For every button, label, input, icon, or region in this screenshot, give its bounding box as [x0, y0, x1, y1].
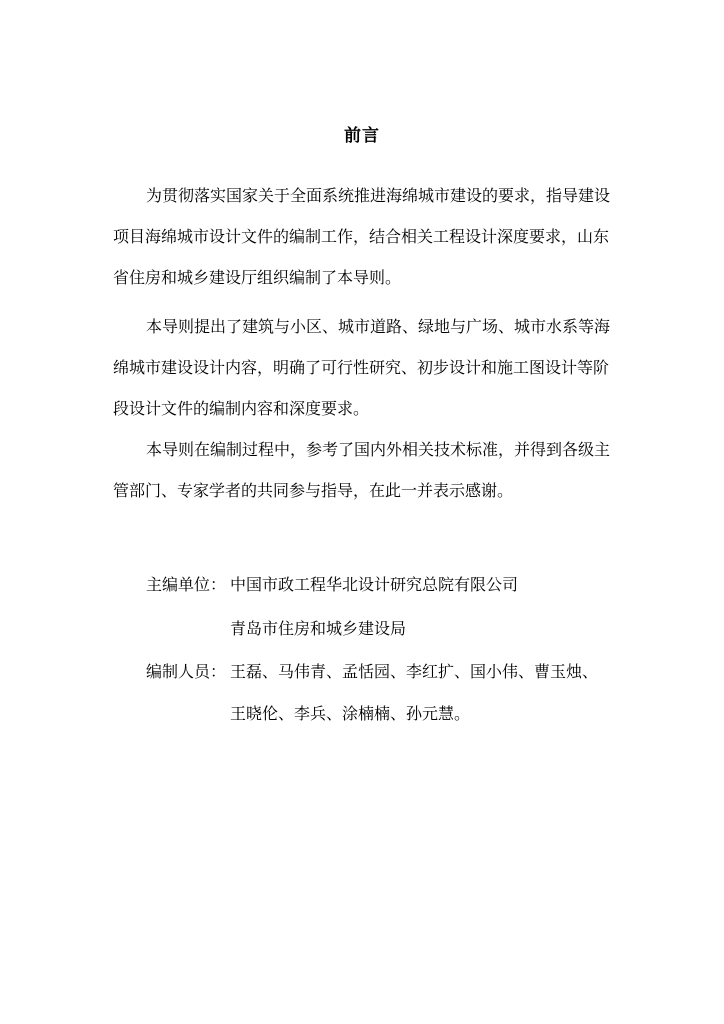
editor-unit-row-2: [146, 618, 406, 640]
paragraph-1: [113, 175, 613, 298]
page-title: 前言: [344, 126, 380, 146]
staff-row-1: [146, 661, 598, 683]
editor-unit-1: 中国市政工程华北设计研究总院有限公司: [230, 575, 519, 594]
editor-unit-row-1: [146, 574, 518, 596]
staff-label: 编制人员：: [146, 662, 227, 681]
paragraph-2-text: 本导则提出了建筑与小区、城市道路、绿地与广场、城市水系等海绵城市建设设计内容，明确了可行性研究、初步设计和施工图设计等阶段设计文件的编制内容和深度要求。: [113, 317, 611, 418]
paragraph-3: [113, 429, 613, 511]
paragraph-1-text: 为贯彻落实国家关于全面系统推进海绵城市建设的要求，指导建设项目海绵城市设计文件的编制工作，结合相关工程设计深度要求，山东省住房和城乡建设厅组织编制了本导则。: [113, 186, 611, 287]
paragraph-2: [113, 306, 613, 429]
paragraph-3-text: 本导则在编制过程中，参考了国内外相关技术标准，并得到各级主管部门、专家学者的共同参与指导，在此一并表示感谢。: [113, 440, 611, 500]
staff-line-1: 王磊、马伟青、孟恬园、李红扩、国小伟、曹玉烛、: [230, 662, 599, 681]
editor-label: 主编单位：: [146, 575, 227, 594]
staff-row-2: [146, 703, 470, 725]
editor-unit-2: 青岛市住房和城乡建设局: [230, 619, 407, 638]
staff-line-2: 王晓伦、李兵、涂楠楠、孙元慧。: [230, 704, 471, 723]
